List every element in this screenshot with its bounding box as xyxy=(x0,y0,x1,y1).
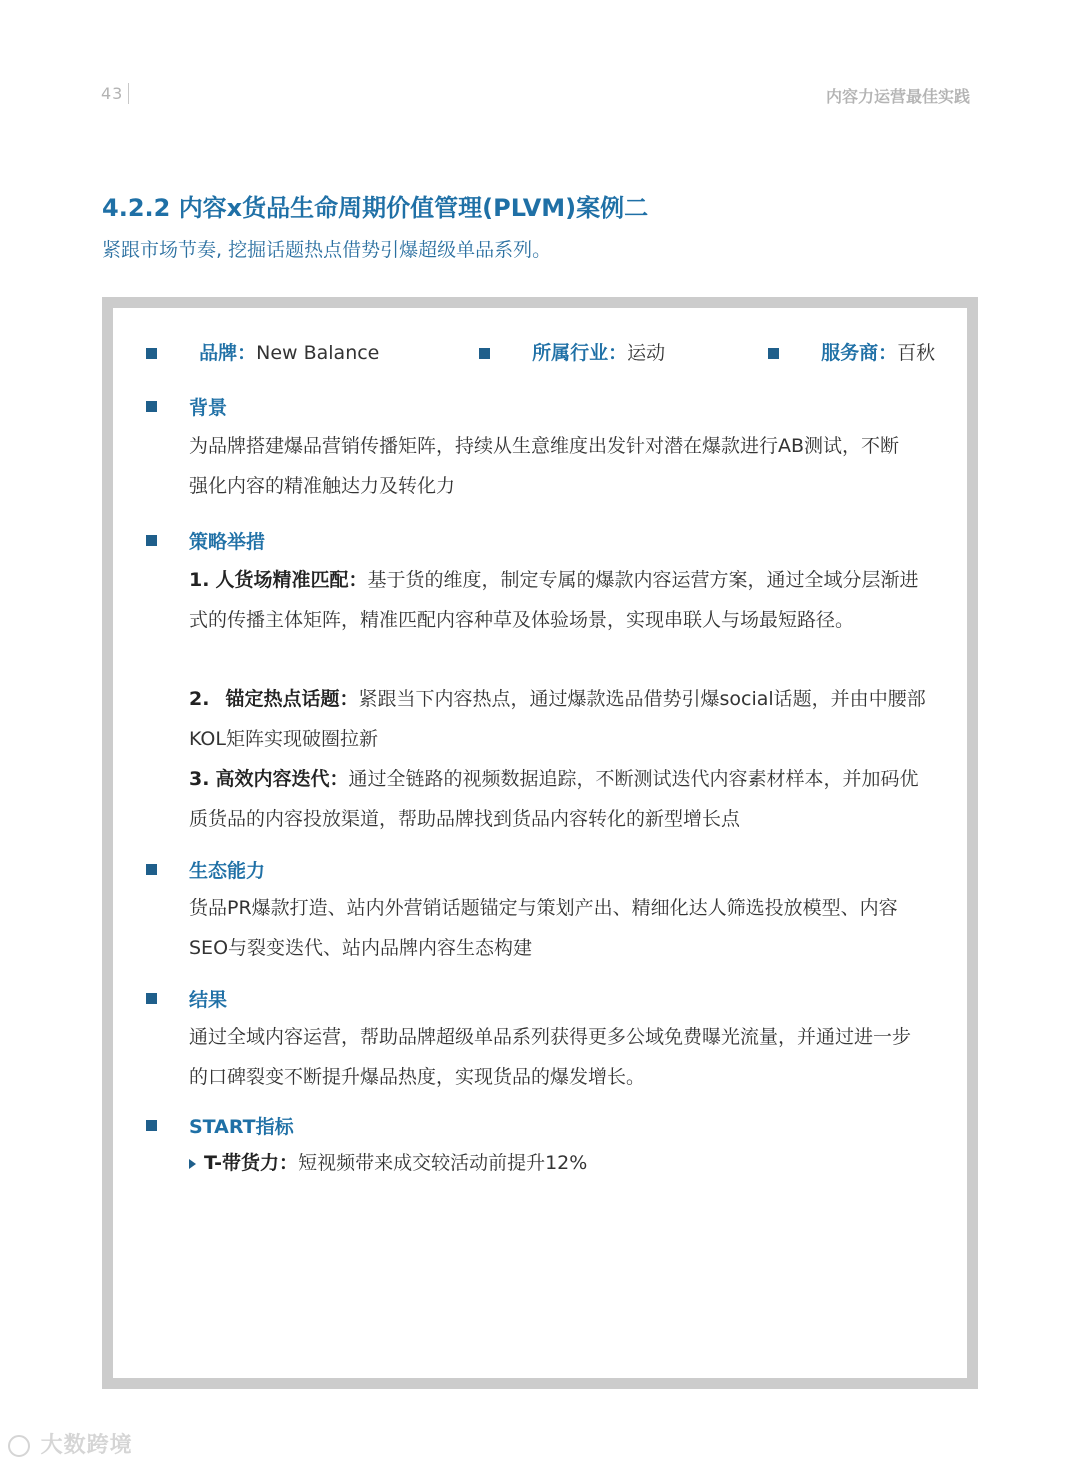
strategy-item-title: 高效内容迭代： xyxy=(215,768,349,790)
brand-value: New Balance xyxy=(256,342,380,364)
strategy-item-text: 通过全链路的视频数据追踪，不断测试迭代内容素材样本，并加码优质货品的内容投放渠道，帮助品牌找到货品内容转化的新型增长点 xyxy=(189,768,919,830)
strategy-item-text: 基于货的维度，制定专属的爆款内容运营方案，通过全域分层渐进式的传播主体矩阵，精准匹配内容种草及体验场景，实现串联人与场最短路径。 xyxy=(189,569,919,631)
ecosystem-heading: 生态能力 xyxy=(189,860,266,882)
watermark-logo-icon xyxy=(8,1435,30,1457)
running-header-title: 内容力运营最佳实践 xyxy=(825,87,970,106)
strategy-item-number: 3. xyxy=(189,768,210,790)
bullet-square-icon xyxy=(768,348,779,359)
background-heading: 背景 xyxy=(189,397,228,419)
brand-label: 品牌： xyxy=(199,342,257,364)
provider-info xyxy=(768,338,935,365)
brand-info xyxy=(146,338,379,365)
bullet-square-icon xyxy=(146,864,157,875)
industry-value: 运动 xyxy=(627,342,666,364)
strategy-item-title: 人货场精准匹配： xyxy=(215,569,368,591)
strategy-heading: 策略举措 xyxy=(189,531,266,553)
provider-value: 百秋 xyxy=(897,342,936,364)
strategy-item-number: 2. xyxy=(189,688,210,710)
provider-label: 服务商： xyxy=(821,342,898,364)
metrics-label: T-带货力： xyxy=(204,1152,299,1174)
watermark xyxy=(8,1428,133,1459)
strategy-item-title: 锚定热点话题： xyxy=(225,688,359,710)
bullet-square-icon xyxy=(146,535,157,546)
industry-label: 所属行业： xyxy=(532,342,628,364)
bullet-square-icon xyxy=(146,348,157,359)
strategy-item-3 xyxy=(189,759,929,839)
bullet-square-icon xyxy=(146,993,157,1004)
watermark-text: 大数跨境 xyxy=(40,1433,133,1458)
ecosystem-text: 货品PR爆款打造、站内外营销话题锚定与策划产出、精细化达人筛选投放模型、内容SEO与裂变迭代、站内品牌内容生态构建 xyxy=(189,897,898,959)
bullet-square-icon xyxy=(146,401,157,412)
strategy-item-text: 紧跟当下内容热点，通过爆款选品借势引爆social话题，并由中腰部KOL矩阵实现破圈拉新 xyxy=(189,688,926,750)
background-text: 为品牌搭建爆品营销传播矩阵，持续从生意维度出发针对潜在爆款进行AB测试，不断强化内容的精准触达力及转化力 xyxy=(189,435,900,497)
result-heading: 结果 xyxy=(189,989,228,1011)
section-title: 4.2.2 内容x货品生命周期价值管理(PLVM)案例二 xyxy=(102,194,649,222)
section-subtitle: 紧跟市场节奏, 挖掘话题热点借势引爆超级单品系列。 xyxy=(102,239,552,261)
metrics-line xyxy=(189,1143,929,1183)
strategy-item-1 xyxy=(189,560,929,640)
page-number: 43 xyxy=(101,84,124,103)
metrics-heading: START指标 xyxy=(189,1116,294,1138)
metrics-text: 短视频带来成交较活动前提升12% xyxy=(298,1152,588,1174)
triangle-bullet-icon xyxy=(189,1159,196,1169)
header-divider xyxy=(128,83,129,104)
strategy-item-2 xyxy=(189,679,929,759)
result-text: 通过全域内容运营，帮助品牌超级单品系列获得更多公域免费曝光流量，并通过进一步的口碑裂变不断提升爆品热度，实现货品的爆发增长。 xyxy=(189,1026,912,1088)
strategy-item-number: 1. xyxy=(189,569,210,591)
industry-info xyxy=(479,338,665,365)
bullet-square-icon xyxy=(146,1120,157,1131)
bullet-square-icon xyxy=(479,348,490,359)
